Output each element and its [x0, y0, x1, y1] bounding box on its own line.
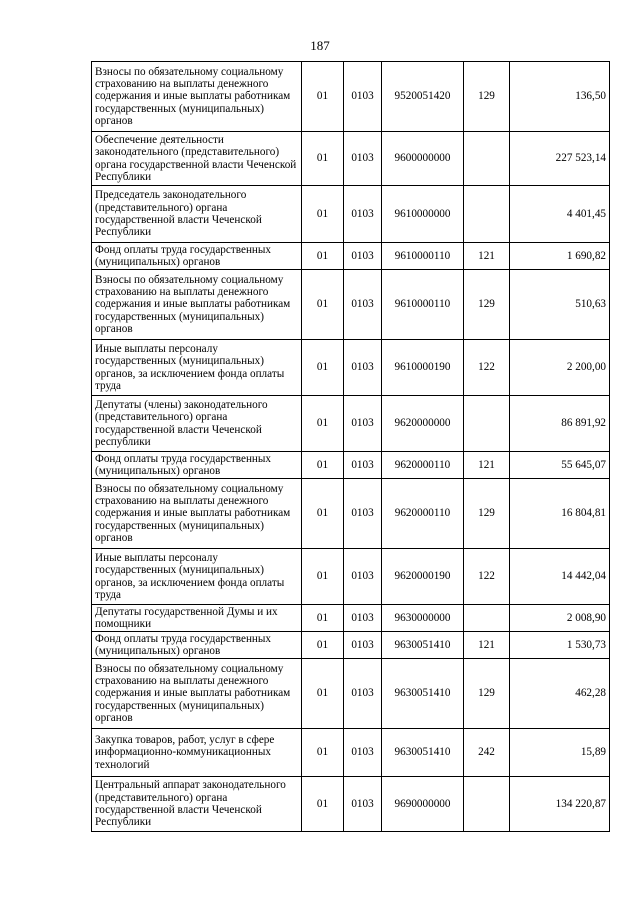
- row-type: 129: [464, 62, 510, 132]
- row-name: Центральный аппарат законодательного (представительного) органа государственной власти Чеченской Республики: [92, 777, 302, 832]
- page-number: 187: [310, 38, 330, 53]
- row-name: Депутаты государственной Думы и их помощники: [92, 605, 302, 632]
- row-section: 0103: [344, 549, 382, 605]
- row-amount: 462,28: [510, 659, 610, 729]
- row-amount: 4 401,45: [510, 186, 610, 243]
- row-target: 9610000000: [382, 186, 464, 243]
- row-section: 0103: [344, 659, 382, 729]
- row-ministry: 01: [302, 270, 344, 340]
- row-name: Фонд оплаты труда государственных (муниципальных) органов: [92, 243, 302, 270]
- table-row: [92, 632, 610, 659]
- row-ministry: 01: [302, 632, 344, 659]
- table-row: [92, 777, 610, 832]
- row-amount: 14 442,04: [510, 549, 610, 605]
- row-amount: 2 200,00: [510, 340, 610, 396]
- row-name: Закупка товаров, работ, услуг в сфере информационно-коммуникационных технологий: [92, 729, 302, 777]
- row-section: 0103: [344, 270, 382, 340]
- row-target: 9620000110: [382, 479, 464, 549]
- table-row: [92, 549, 610, 605]
- row-amount: 16 804,81: [510, 479, 610, 549]
- row-amount: 510,63: [510, 270, 610, 340]
- row-section: 0103: [344, 777, 382, 832]
- row-name: Обеспечение деятельности законодательного (представительного) органа государственной власти Чеченской Республики: [92, 132, 302, 186]
- row-amount: 1 530,73: [510, 632, 610, 659]
- row-ministry: 01: [302, 396, 344, 452]
- table-row: [92, 186, 610, 243]
- row-ministry: 01: [302, 549, 344, 605]
- row-section: 0103: [344, 243, 382, 270]
- row-target: 9600000000: [382, 132, 464, 186]
- row-type: [464, 132, 510, 186]
- row-ministry: 01: [302, 479, 344, 549]
- row-name: Иные выплаты персоналу государственных (муниципальных) органов, за исключением фонда оплаты труда: [92, 340, 302, 396]
- row-type: [464, 186, 510, 243]
- table-row: [92, 340, 610, 396]
- row-target: 9610000190: [382, 340, 464, 396]
- row-target: 9620000000: [382, 396, 464, 452]
- row-section: 0103: [344, 62, 382, 132]
- row-target: 9690000000: [382, 777, 464, 832]
- table-row: [92, 479, 610, 549]
- row-amount: 15,89: [510, 729, 610, 777]
- table-row: [92, 729, 610, 777]
- row-section: 0103: [344, 186, 382, 243]
- row-section: 0103: [344, 452, 382, 479]
- row-amount: 134 220,87: [510, 777, 610, 832]
- row-amount: 227 523,14: [510, 132, 610, 186]
- row-amount: 136,50: [510, 62, 610, 132]
- budget-table: [91, 61, 610, 832]
- row-target: 9630051410: [382, 632, 464, 659]
- row-type: 129: [464, 479, 510, 549]
- row-amount: 1 690,82: [510, 243, 610, 270]
- row-ministry: 01: [302, 659, 344, 729]
- row-type: [464, 605, 510, 632]
- row-target: 9620000110: [382, 452, 464, 479]
- row-target: 9630051410: [382, 729, 464, 777]
- row-type: 242: [464, 729, 510, 777]
- row-amount: 86 891,92: [510, 396, 610, 452]
- row-name: Взносы по обязательному социальному страхованию на выплаты денежного содержания и иные выплаты работникам государственных (муниципальных) органов: [92, 659, 302, 729]
- row-section: 0103: [344, 632, 382, 659]
- row-type: 121: [464, 243, 510, 270]
- table-row: [92, 243, 610, 270]
- row-section: 0103: [344, 729, 382, 777]
- row-section: 0103: [344, 396, 382, 452]
- row-name: Взносы по обязательному социальному страхованию на выплаты денежного содержания и иные выплаты работникам государственных (муниципальных) органов: [92, 270, 302, 340]
- table-row: [92, 605, 610, 632]
- table-row: [92, 659, 610, 729]
- row-target: 9630051410: [382, 659, 464, 729]
- row-type: [464, 777, 510, 832]
- row-name: Фонд оплаты труда государственных (муниципальных) органов: [92, 632, 302, 659]
- row-target: 9520051420: [382, 62, 464, 132]
- row-ministry: 01: [302, 605, 344, 632]
- row-ministry: 01: [302, 132, 344, 186]
- row-amount: 55 645,07: [510, 452, 610, 479]
- row-target: 9610000110: [382, 270, 464, 340]
- row-ministry: 01: [302, 186, 344, 243]
- row-ministry: 01: [302, 729, 344, 777]
- row-name: Председатель законодательного (представительного) органа государственной власти Чеченской Республики: [92, 186, 302, 243]
- row-type: 122: [464, 340, 510, 396]
- row-target: 9620000190: [382, 549, 464, 605]
- row-name: Фонд оплаты труда государственных (муниципальных) органов: [92, 452, 302, 479]
- row-type: 129: [464, 659, 510, 729]
- row-ministry: 01: [302, 777, 344, 832]
- table-row: [92, 270, 610, 340]
- row-name: Депутаты (члены) законодательного (представительного) органа государственной власти Чеченской республики: [92, 396, 302, 452]
- row-ministry: 01: [302, 62, 344, 132]
- row-type: [464, 396, 510, 452]
- row-section: 0103: [344, 340, 382, 396]
- table-row: [92, 62, 610, 132]
- row-section: 0103: [344, 479, 382, 549]
- row-ministry: 01: [302, 452, 344, 479]
- table-row: [92, 132, 610, 186]
- row-name: Иные выплаты персоналу государственных (муниципальных) органов, за исключением фонда оплаты труда: [92, 549, 302, 605]
- row-target: 9630000000: [382, 605, 464, 632]
- row-ministry: 01: [302, 340, 344, 396]
- row-type: 122: [464, 549, 510, 605]
- row-target: 9610000110: [382, 243, 464, 270]
- row-section: 0103: [344, 605, 382, 632]
- row-name: Взносы по обязательному социальному страхованию на выплаты денежного содержания и иные выплаты работникам государственных (муниципальных) органов: [92, 479, 302, 549]
- row-type: 129: [464, 270, 510, 340]
- row-type: 121: [464, 452, 510, 479]
- row-ministry: 01: [302, 243, 344, 270]
- row-name: Взносы по обязательному социальному страхованию на выплаты денежного содержания и иные выплаты работникам государственных (муниципальных) органов: [92, 62, 302, 132]
- row-amount: 2 008,90: [510, 605, 610, 632]
- row-section: 0103: [344, 132, 382, 186]
- row-type: 121: [464, 632, 510, 659]
- table-row: [92, 396, 610, 452]
- table-row: [92, 452, 610, 479]
